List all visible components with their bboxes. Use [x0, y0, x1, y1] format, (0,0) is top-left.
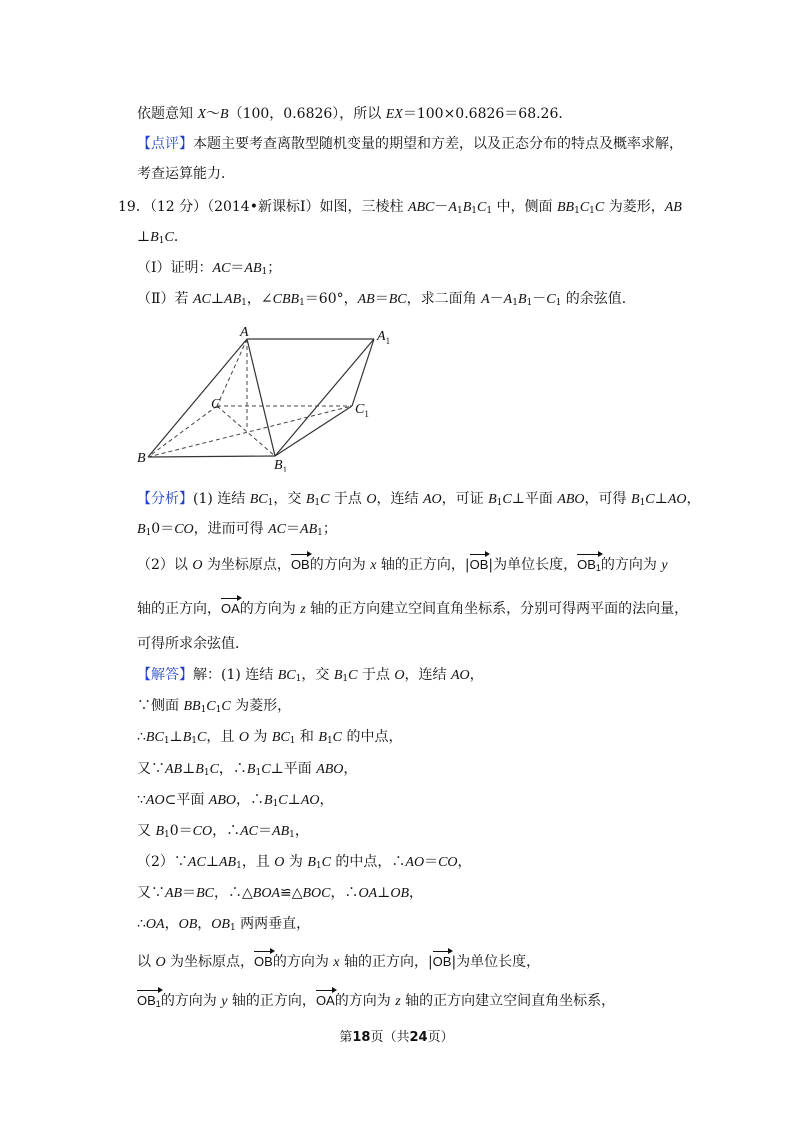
comment-text: 本题主要考查离散型随机变量的期望和方差，以及正态分布的特点及概率求解，	[193, 136, 683, 152]
page-footer: 第18页（共24页）	[339, 1030, 454, 1045]
answer-line-8: 又∵AB＝BC，∴△BOA≌△BOC，∴OA⊥OB，	[137, 885, 424, 901]
svg-text:C: C	[211, 397, 221, 412]
analysis-line-3: （2）以 O 为坐标原点，OB的方向为 x 轴的正方向，|OB|为单位长度，$OB_1$的方向为 y	[137, 553, 668, 578]
svg-text:A1: $A_1$	[377, 329, 391, 346]
svg-text:C1: $C_1$	[355, 402, 369, 419]
answer-line-1: 【解答】解：(1) 连结 $BC_1$，交 $B_1C$ 于点 O，连结 AO，	[137, 667, 484, 684]
prism-figure	[137, 322, 397, 472]
answer-line-4: 又$\because AB\perp B_1C$，$\therefore B_1C\perp$平面 ABO，	[137, 761, 358, 778]
analysis-line-5: 可得所求余弦值．	[137, 636, 249, 652]
question-part-1: （Ⅰ）证明：$AC=AB_1$；	[137, 260, 282, 277]
triangular-prism-diagram	[137, 322, 397, 472]
answer-line-2: ∵侧面 $BB_1C_1C$ 为菱形，	[137, 698, 292, 715]
question-header: 19．（12 分）（2014•新课标Ⅰ）如图，三棱柱 $ABC-A_1B_1C_1$ 中，侧面 $BB_1C_1C$ 为菱形，AB	[118, 199, 682, 216]
analysis-line-2: $B_10=CO$，进而可得 $AC=AB_1$；	[137, 521, 337, 538]
answer-label: 【解答】	[137, 667, 193, 683]
page-number: 18	[352, 1030, 371, 1045]
svg-text:B: B	[137, 451, 146, 466]
answer-line-11: $OB_1$的方向为 y 轴的正方向，OA的方向为 z 轴的正方向建立空间直角坐标系，	[137, 989, 615, 1014]
analysis-line-1: 【分析】(1) 连结 $BC_1$，交 $B_1C$ 于点 O，连结 AO，可证 $B_1C\perp$平面 ABO，可得 $B_1C\perp AO$，	[137, 491, 701, 508]
svg-text:B1: $B_1$	[274, 458, 288, 472]
answer-line-9: ∴OA，OB，$OB_1$ 两两垂直，	[137, 916, 311, 933]
vertex-A: A	[240, 325, 249, 340]
answer-line-5: ∵AO⊂平面 ABO，$\therefore B_1C\perp AO$，	[137, 792, 334, 809]
answer-line-3: $\therefore BC_1\perp B_1C$，且 O 为 $BC_1$ 和 $B_1C$ 的中点，	[137, 729, 403, 746]
question-part-2: （Ⅱ）若 $AC\perp AB_1$，$\angle CBB_1=60^\circ$，AB＝BC，求二面角 $A-A_1B_1-C_1$ 的余弦值．	[137, 291, 636, 308]
question-cont: $\perp B_1C$．	[137, 229, 188, 246]
comment-line	[137, 134, 683, 154]
analysis-line-4: 轴的正方向，OA的方向为 z 轴的正方向建立空间直角坐标系，分别可得两平面的法向量，	[137, 597, 688, 620]
comment-label: 【点评】	[137, 136, 193, 152]
solution-conclusion: 依题意知 X～B（100，0.6826），所以 EX＝100×0.6826＝68.26．	[137, 106, 573, 122]
answer-line-7: $(2)\because AC\perp AB_1$，且 O 为 $B_1C$ 的中点，∴AO＝CO，	[137, 854, 472, 871]
comment-cont: 考查运算能力．	[137, 166, 235, 182]
answer-line-6: 又 $B_10=CO$，$\therefore AC=AB_1$，	[137, 823, 309, 840]
analysis-label: 【分析】	[137, 491, 193, 507]
answer-line-10: 以 O 为坐标原点，OB的方向为 x 轴的正方向，|OB|为单位长度，	[137, 950, 540, 973]
page-total: 24	[409, 1030, 428, 1045]
